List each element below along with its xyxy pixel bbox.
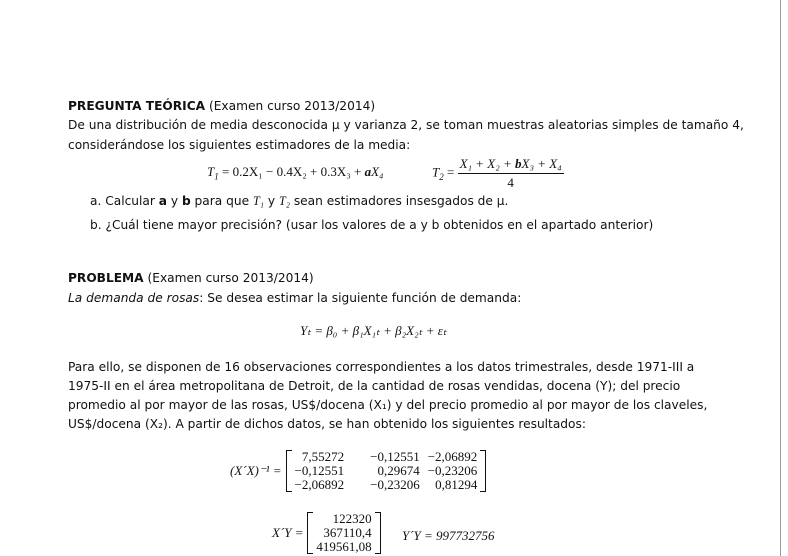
problema-title: PROBLEMA (68, 271, 144, 285)
demand-model-equation: Yₜ = β₀ + β₁X₁ₜ + β₂X₂ₜ + εₜ (300, 323, 447, 338)
problema-lead-rest: : Se desea estimar la siguiente función de demanda: (199, 291, 522, 305)
xty-label: X´Y = (272, 525, 304, 540)
teorica-intro-line1: De una distribución de media desconocida μ y varianza 2, se toman muestras aleatorias simples de tamaño 4, (68, 118, 744, 132)
problema-lead (68, 291, 521, 305)
vector-cell: 419561,08 (316, 539, 372, 554)
matrix-cell: 0,29674 (377, 463, 420, 478)
vector-row (312, 540, 375, 554)
teorica-title: PREGUNTA TEÓRICA (68, 99, 206, 113)
formula-t2: $T_2$ = $\frac{\text{X₁ + X₂ + bX₃ + X₄}}{4}$ (432, 156, 562, 190)
xtx-matrix (286, 450, 487, 492)
matrix-cell: −0,23206 (427, 463, 478, 478)
matrix-cell: 0,81294 (435, 477, 478, 492)
matrix-cell: −0,12551 (294, 463, 345, 478)
t2-symbol: T (432, 164, 440, 180)
t2-fraction (458, 156, 564, 191)
problema-heading (68, 271, 314, 285)
matrix-cell: −2,06892 (294, 477, 345, 492)
problema-paragraph: Para ello, se disponen de 16 observaciones correspondientes a los datos trimestrales, desde 1971-III a 1975-II en el área metropolitana de Detroit, de la cantidad de rosas vendidas, docena (Y); del precio promedio al por mayor de las rosas, US$/docena (X₁) y del precio promedio al por mayor de los claveles, US$/docena (X₂). A partir de dichos datos, se han obtenido los siguientes resultados: (68, 360, 708, 431)
vector-cell: 367110,4 (323, 525, 372, 540)
xty-vector (307, 512, 380, 554)
vector-cell: 122320 (332, 511, 372, 526)
question-b: b. ¿Cuál tiene mayor precisión? (usar los valores de a y b obtenidos en el apartado anterior) (90, 218, 654, 232)
teorica-exam: (Examen curso 2013/2014) (208, 99, 376, 113)
xtx-label: (X´X)⁻¹ = (230, 463, 282, 478)
matrix-cell: −2,06892 (427, 449, 478, 464)
t1-x4: X₄ (371, 164, 384, 179)
vector-row (312, 526, 375, 540)
teorica-heading (68, 99, 375, 113)
t1-symbol: T (207, 164, 215, 179)
matrix-cell: −0,23206 (370, 477, 420, 492)
matrix-row (291, 478, 482, 492)
yty-value: Y´Y = 997732756 (402, 528, 495, 543)
t1-expression: = 0.2X₁ − 0.4X₂ + 0.3X₃ + (221, 164, 365, 179)
formula-t1: $T_1 = 0.2X_1 - 0.4X_2 + 0.3X_3 + aX_4$ (207, 164, 384, 182)
teorica-intro-line2: considerándose los siguientes estimadores de la media: (68, 138, 411, 152)
vector-row (312, 512, 375, 526)
matrix-row (291, 450, 482, 464)
question-a: a. Calcular a y b para que T₁ y T₂ sean estimadores insesgados de μ. (90, 194, 509, 208)
t1-param-a: a (364, 164, 372, 179)
matrix-cell: −0,12551 (370, 449, 420, 464)
problema-exam: (Examen curso 2013/2014) (147, 271, 314, 285)
xty-block (272, 512, 381, 554)
t2-numerator: X₁ + X₂ + bX₃ + X₄ (458, 156, 564, 174)
matrix-cell: 7,55272 (301, 449, 345, 464)
xtx-inverse-block (230, 450, 486, 492)
page-edge-line (780, 0, 781, 556)
t2-denominator: 4 (507, 175, 514, 190)
matrix-row (291, 464, 482, 478)
problema-lead-italic: La demanda de rosas (68, 291, 200, 305)
